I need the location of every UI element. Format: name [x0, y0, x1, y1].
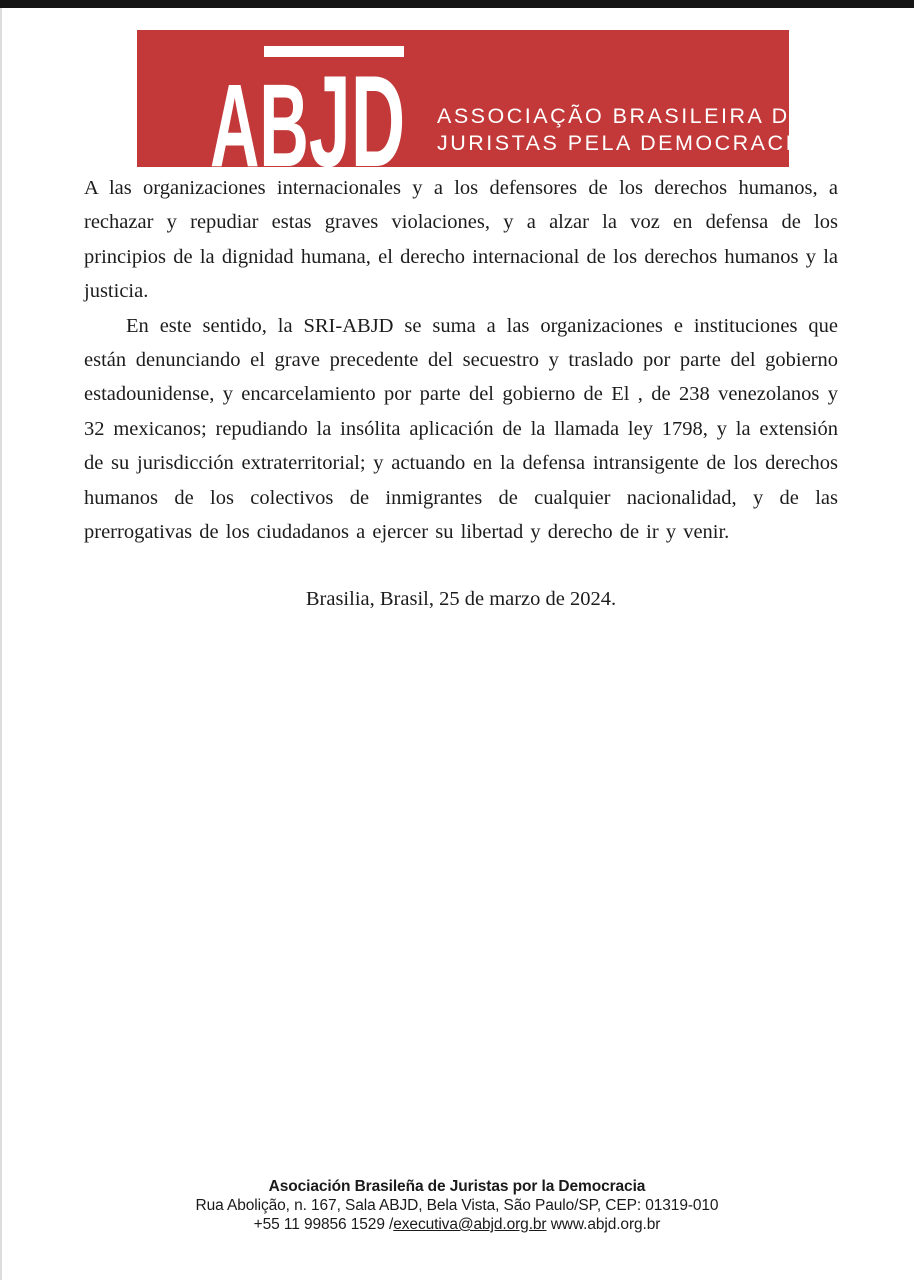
abjd-logo-banner — [137, 30, 811, 194]
org-full-name — [437, 103, 811, 157]
letter-body — [84, 171, 838, 549]
paragraph-appeal: A las organizaciones internacionales y a los defensores de los derechos humanos, a rechazar y repudiar estas graves violaciones, y a alzar la voz en defensa de los principios de la dignidad humana, el derecho internacional de los derechos humanos y la justicia. — [84, 177, 838, 303]
dateline: Brasilia, Brasil, 25 de marzo de 2024. — [305, 588, 617, 610]
top-edge-bar — [0, 0, 914, 8]
logo-letters-jd: JD — [308, 48, 406, 194]
org-name-line1: ASSOCIAÇÃO BRASILEIRA DE — [437, 104, 807, 128]
footer-address: Rua Abolição, n. 167, Sala ABJD, Bela Vista, São Paulo/SP, CEP: 01319-010 — [195, 1197, 719, 1214]
left-edge-line — [0, 8, 2, 1280]
org-name-line2: JURISTAS PELA DEMOCRACIA — [437, 131, 811, 155]
footer-phone: +55 11 99856 1529 / — [253, 1216, 394, 1233]
logo-letters-ab: AB — [210, 60, 309, 192]
footer-website: www.abjd.org.br — [546, 1216, 661, 1233]
abjd-logo — [137, 30, 427, 194]
paragraph-denunciation: En este sentido, la SRI-ABJD se suma a las organizaciones e instituciones que están denunciando el grave precedente del secuestro y traslado por parte del gobierno estadounidense, y encarcelamiento por parte del gobierno de El , de 238 venezolanos y 32 mexicanos; repudiando la insólita aplicación de la llamada ley 1798, y la extensión de su jurisdicción extraterritorial; y actuando en la defensa intransigente de los derechos humanos de los colectivos de inmigrantes de cualquier nacionalidad, y de las prerrogativas de los ciudadanos a ejercer su libertad y derecho de ir y venir. — [84, 314, 838, 544]
footer-org-name: Asociación Brasileña de Juristas por la Democracia — [268, 1178, 646, 1195]
footer-contact-line — [0, 1215, 914, 1234]
email-link[interactable]: executiva@abjd.org.br — [393, 1216, 547, 1233]
footer — [0, 1177, 914, 1234]
